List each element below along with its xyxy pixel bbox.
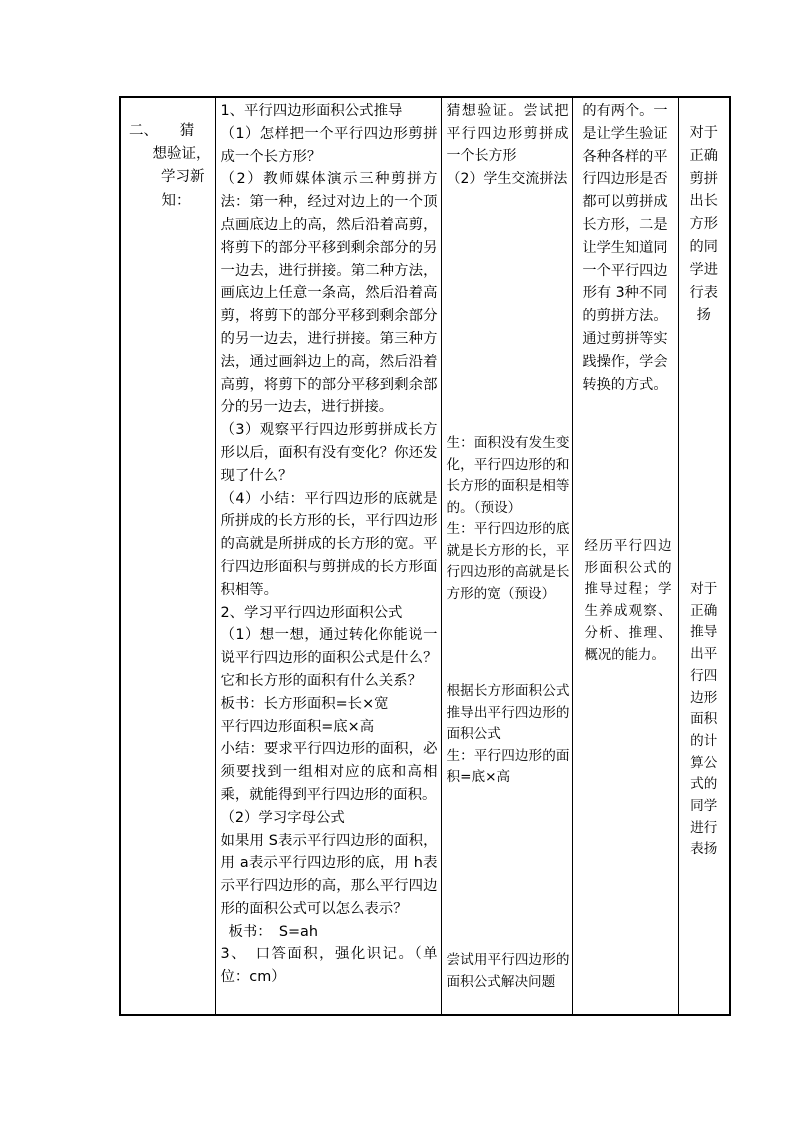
stage-line: 知： (161, 192, 191, 209)
evaluation-note: 对于正确推导出平行四边形面积的计算公式的同学进行表扬 (690, 581, 718, 858)
evaluation-note: 对于正确剪拼出长方形的同学进行表扬 (689, 125, 718, 324)
student-response: 生：平行四边形的面积=底×高 (446, 747, 570, 785)
student-response: 生：面积没有发生变化，平行四边形的和长方形的面积是相等的。（预设） (446, 435, 570, 516)
design-intent: 经历平行四边形面积公式的推导过程；学生养成观察、分析、推理、概况的能力。 (584, 539, 672, 663)
student-activity: 尝试用平行四边形的面积公式解决问题 (446, 952, 570, 990)
board-note: 板书：长方形面积=长×宽 (220, 695, 389, 712)
section-heading: 3、 口答面积，强化识记。（单位：cm） (220, 946, 438, 986)
teacher-question: （2）学习字母公式 (220, 809, 345, 826)
teacher-summary: （4）小结：平行四边形的底就是所拼成的长方形的长，平行四边形的高就是所拼成的长方形的宽。平行四边形面积与剪拼成的长方形面积相等。 (220, 490, 438, 598)
student-activity: （2）学生交流拼法 (446, 170, 568, 187)
teacher-summary: 小结：要求平行四边形的面积，必须要找到一组相对应的底和高相乘，就能得到平行四边形的面积。 (220, 741, 438, 803)
student-activity: 猜想验证。尝试把平行四边形剪拼成一个长方形 (446, 103, 569, 164)
student-response: 生：平行四边形的底就是长方形的长，平行四边形的高就是长方形的宽（预设） (446, 521, 570, 602)
evaluation-cell (678, 97, 730, 1015)
teacher-question: （1）怎样把一个平行四边形剪拼成一个长方形？ (220, 125, 438, 165)
teacher-demonstration: （2）教师媒体演示三种剪拼方法：第一种，经过对边上的一个顶点画底边上的高，然后沿着高剪，将剪下的部分平移到剩余部分的另一边去，进行拼接。第二种方法，画底边上任意一条高，然后沿着高剪，将剪下的部分平移到剩余部分的另一边去，进行拼接。第三种方法，通过画斜边上的高，然后沿着高剪，将剪下的部分平移到剩余部分的另一边去，进行拼接。 (220, 171, 438, 416)
board-note: 平行四边形面积=底×高 (220, 718, 375, 735)
design-intent-cell (572, 97, 678, 1015)
teacher-question: （1）想一想，通过转化你能说一说平行四边形的面积公式是什么？它和长方形的面积有什么关系？ (220, 627, 438, 689)
design-intent: 的有两个。一是让学生验证各种各样的平行四边形是否都可以剪拼成长方形，二是让学生知道同一个平行四边形有 3种不同的剪拼方法。通过剪拼等实践操作，学会转换的方式。 (582, 103, 668, 393)
student-activity-cell (441, 97, 572, 1015)
teacher-question: （3）观察平行四边形剪拼成长方形以后，面积有没有变化？你还发现了什么？ (220, 422, 438, 484)
lesson-plan-table (119, 96, 731, 1016)
teacher-question: 如果用 S表示平行四边形的面积，用 a表示平行四边形的底，用 h表示平行四边形的高，那么平行四边形的面积公式可以怎么表示？ (220, 832, 438, 917)
stage-line: 学习新 (161, 169, 205, 186)
table-row (120, 97, 730, 1015)
teacher-activity-cell (215, 97, 441, 1015)
student-activity: 根据长方形面积公式推导出平行四边形的面积公式 (446, 683, 570, 742)
stage-line: 想验证， (152, 146, 211, 163)
stage-line: 二、 猜 (129, 123, 195, 139)
section-heading: 1、平行四边形面积公式推导 (220, 103, 403, 119)
stage-cell (120, 97, 215, 1015)
board-note: 板书： S=ah (228, 923, 318, 940)
section-heading: 2、学习平行四边形面积公式 (220, 604, 403, 621)
stage-text (129, 120, 211, 213)
